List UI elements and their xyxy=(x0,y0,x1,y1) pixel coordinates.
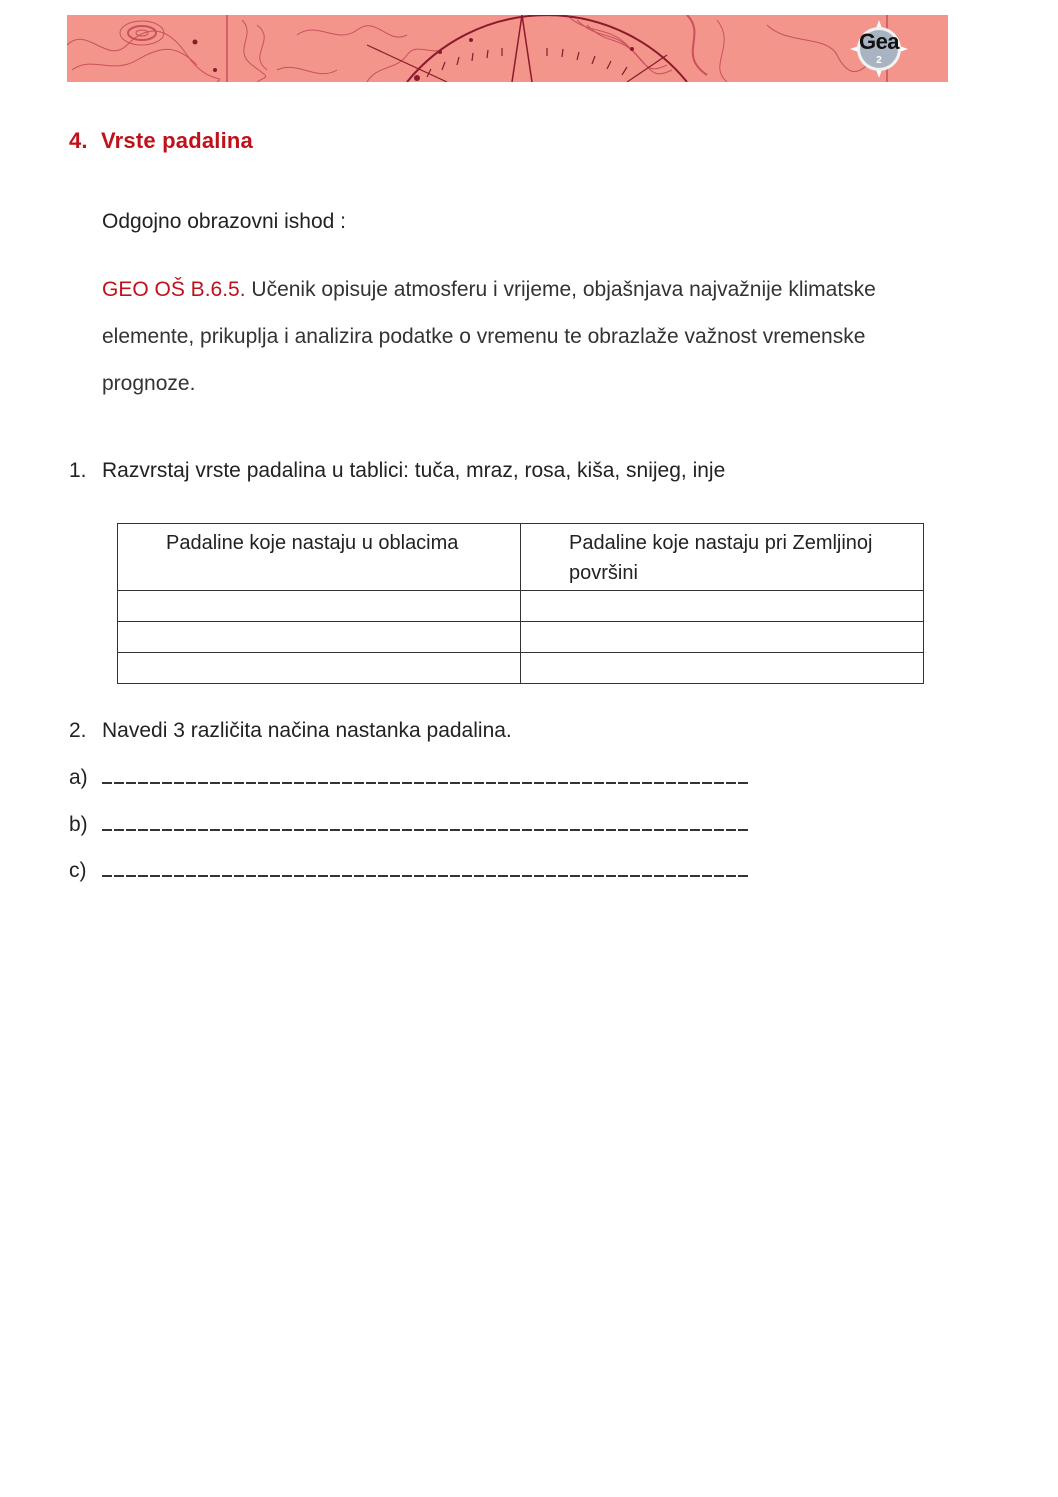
answer-cell[interactable] xyxy=(118,653,521,684)
answer-blank[interactable] xyxy=(102,817,750,831)
answer-cell[interactable] xyxy=(521,591,924,622)
topographic-map-decoration xyxy=(67,15,948,82)
header-banner xyxy=(67,15,948,82)
section-number: 4. xyxy=(69,128,88,153)
answer-label: c) xyxy=(69,859,87,882)
question-1-number: 1. xyxy=(69,459,87,482)
outcome-text xyxy=(102,266,902,407)
answer-line-a xyxy=(69,766,750,790)
question-1 xyxy=(69,459,725,483)
table-row xyxy=(118,653,924,684)
answer-label: a) xyxy=(69,766,88,789)
answer-label: b) xyxy=(69,813,88,836)
precipitation-sort-table xyxy=(117,523,924,684)
answer-cell[interactable] xyxy=(118,591,521,622)
question-2-number: 2. xyxy=(69,719,87,742)
outcome-code: GEO OŠ B.6.5. xyxy=(102,278,246,301)
logo-text: Gea xyxy=(858,29,900,54)
header-clouds: Padaline koje nastaju u oblacima xyxy=(166,532,459,554)
section-title xyxy=(69,128,253,154)
question-2 xyxy=(69,719,512,743)
answer-cell[interactable] xyxy=(521,653,924,684)
answer-cell[interactable] xyxy=(521,622,924,653)
section-title-text: Vrste padalina xyxy=(101,128,253,153)
outcome-label: Odgojno obrazovni ishod : xyxy=(102,210,346,233)
answer-line-c xyxy=(69,859,750,883)
table-header-row xyxy=(118,524,924,591)
outcome-description: Učenik opisuje atmosferu i vrijeme, objašnjava najvažnije klimatske elemente, prikuplja i analizira podatke o vremenu te obrazlaže važnost vremenske prognoze. xyxy=(102,278,876,395)
answer-cell[interactable] xyxy=(118,622,521,653)
table-header-cell xyxy=(521,524,924,591)
question-2-text: Navedi 3 različita načina nastanka padalina. xyxy=(102,719,512,742)
answer-blank[interactable] xyxy=(102,770,750,784)
logo-number: 2 xyxy=(876,55,882,66)
answer-line-b xyxy=(69,813,750,837)
question-1-text: Razvrstaj vrste padalina u tablici: tuča, mraz, rosa, kiša, snijeg, inje xyxy=(102,459,726,482)
header-surface: Padaline koje nastaju pri Zemljinoj površini xyxy=(569,532,873,584)
table-row xyxy=(118,591,924,622)
gea-logo xyxy=(850,20,908,78)
table-header-cell xyxy=(118,524,521,591)
answer-blank[interactable] xyxy=(102,863,750,877)
table-row xyxy=(118,622,924,653)
